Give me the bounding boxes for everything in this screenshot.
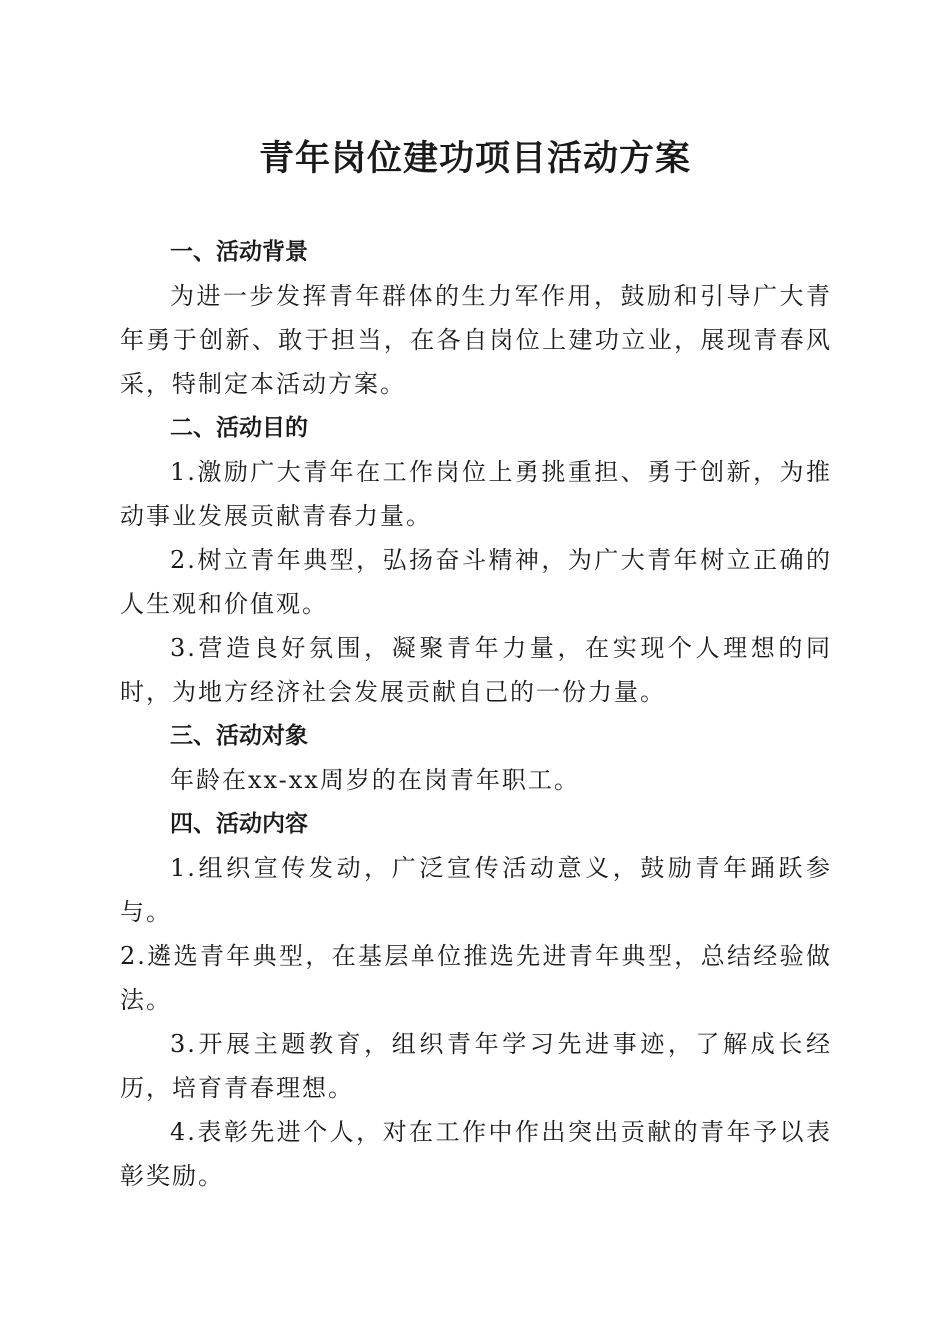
document-title: 青年岗位建功项目活动方案 [258, 138, 691, 179]
paragraph: 年龄在xx-xx周岁的在岗青年职工。 [170, 766, 580, 794]
list-item: 1.激励广大青年在工作岗位上勇挑重担、勇于创新，为推动事业发展贡献青春力量。 [120, 458, 832, 530]
list-item: 1.组织宣传发动，广泛宣传活动意义，鼓励青年踊跃参与。 [120, 854, 832, 926]
list-item: 3.开展主题教育，组织青年学习先进事迹，了解成长经历，培育青春理想。 [120, 1030, 832, 1102]
list-item: 2.树立青年典型，弘扬奋斗精神，为广大青年树立正确的人生观和价值观。 [120, 546, 832, 618]
paragraph: 为进一步发挥青年群体的生力军作用，鼓励和引导广大青年勇于创新、敢于担当，在各自岗位上建功立业，展现青春风采，特制定本活动方案。 [120, 282, 832, 398]
section-background [120, 230, 832, 406]
list-item: 3.营造良好氛围，凝聚青年力量，在实现个人理想的同时，为地方经济社会发展贡献自己的一份力量。 [120, 634, 832, 706]
section-heading: 三、活动对象 [170, 723, 308, 749]
document-body [120, 230, 832, 1198]
list-item: 4.表彰先进个人，对在工作中作出突出贡献的青年予以表彰奖励。 [120, 1118, 832, 1190]
section-target [120, 714, 832, 802]
section-purpose [120, 406, 832, 714]
section-heading: 四、活动内容 [170, 811, 308, 837]
section-heading: 二、活动目的 [170, 415, 308, 441]
section-heading: 一、活动背景 [170, 239, 308, 265]
list-item: 2.遴选青年典型，在基层单位推选先进青年典型，总结经验做法。 [120, 942, 832, 1014]
section-content [120, 802, 832, 1198]
